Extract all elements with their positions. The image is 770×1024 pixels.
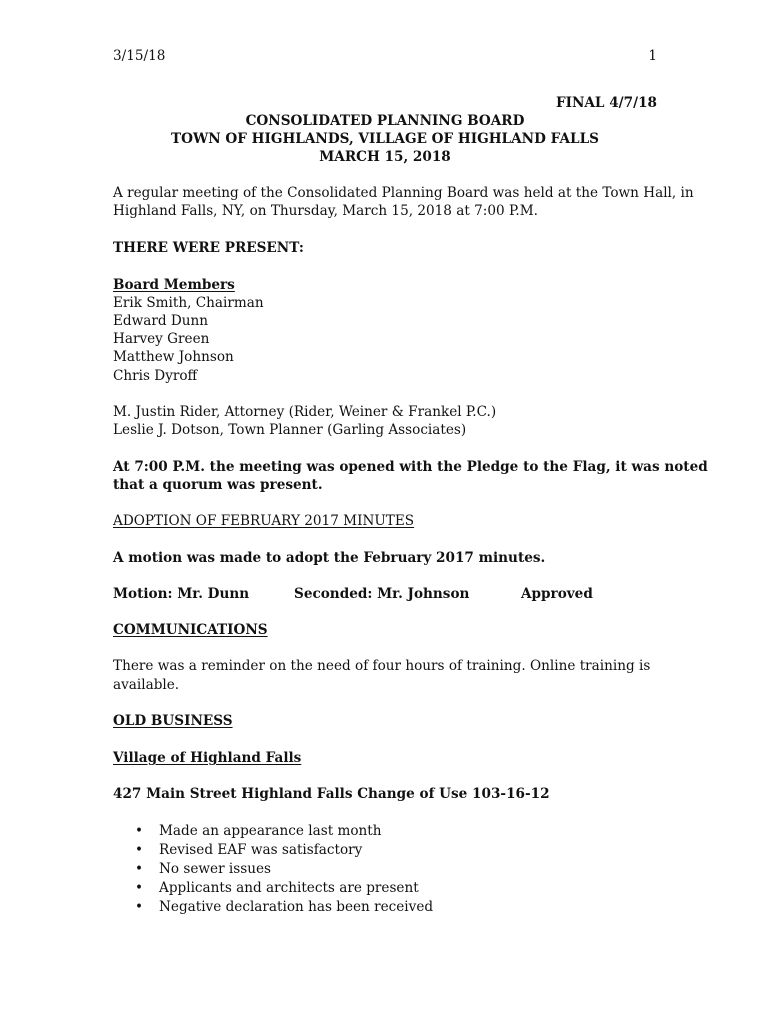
staff-planner: Leslie J. Dotson, Town Planner (Garling Associates) [113,422,467,438]
title-line-3: MARCH 15, 2018 [319,149,451,165]
motion-result: Approved [521,586,593,602]
bullet-icon: • [135,880,144,896]
board-member: Matthew Johnson [113,349,234,365]
board-member: Chris Dyroff [113,368,198,384]
staff-attorney: M. Justin Rider, Attorney (Rider, Weiner & Frankel P.C.) [113,404,497,420]
list-item: • Negative declaration has been received [135,899,434,915]
intro-line-1: A regular meeting of the Consolidated Planning Board was held at the Town Hall, in [113,185,694,201]
list-item: • No sewer issues [135,861,271,877]
bullet-icon: • [135,842,144,858]
opening-line-2: that a quorum was present. [113,477,323,493]
header-date: 3/15/18 [113,48,166,64]
adoption-heading: ADOPTION OF FEBRUARY 2017 MINUTES [113,513,415,529]
item-title: 427 Main Street Highland Falls Change of Use 103-16-12 [113,786,550,802]
intro-line-2: Highland Falls, NY, on Thursday, March 15, 2018 at 7:00 P.M. [113,203,538,219]
final-date: FINAL 4/7/18 [555,95,657,111]
board-member: Erik Smith, Chairman [113,295,264,311]
old-business-heading: OLD BUSINESS [113,713,233,729]
communications-heading: COMMUNICATIONS [113,622,268,638]
list-item: • Made an appearance last month [135,823,382,839]
list-item: • Applicants and architects are present [135,880,419,896]
list-item: • Revised EAF was satisfactory [135,842,363,858]
motion-mover: Motion: Mr. Dunn [113,586,250,602]
page-number: 1 [648,48,657,64]
board-member: Edward Dunn [113,313,209,329]
title-line-2: TOWN OF HIGHLANDS, VILLAGE OF HIGHLAND FALLS [171,131,599,147]
opening-line-1: At 7:00 P.M. the meeting was opened with the Pledge to the Flag, it was noted [113,459,708,475]
adoption-motion-text: A motion was made to adopt the February 2017 minutes. [113,550,546,566]
board-member: Harvey Green [113,331,210,347]
communications-line-1: There was a reminder on the need of four hours of training. Online training is [113,658,651,674]
communications-line-2: available. [113,677,180,693]
bullet-icon: • [135,823,144,839]
bullet-icon: • [135,861,144,877]
motion-seconder: Seconded: Mr. Johnson [294,586,470,602]
board-heading: Board Members [113,277,235,293]
present-heading: THERE WERE PRESENT: [113,240,304,256]
village-subheading: Village of Highland Falls [113,750,302,766]
title-line-1: CONSOLIDATED PLANNING BOARD [245,113,525,129]
bullet-icon: • [135,899,144,915]
